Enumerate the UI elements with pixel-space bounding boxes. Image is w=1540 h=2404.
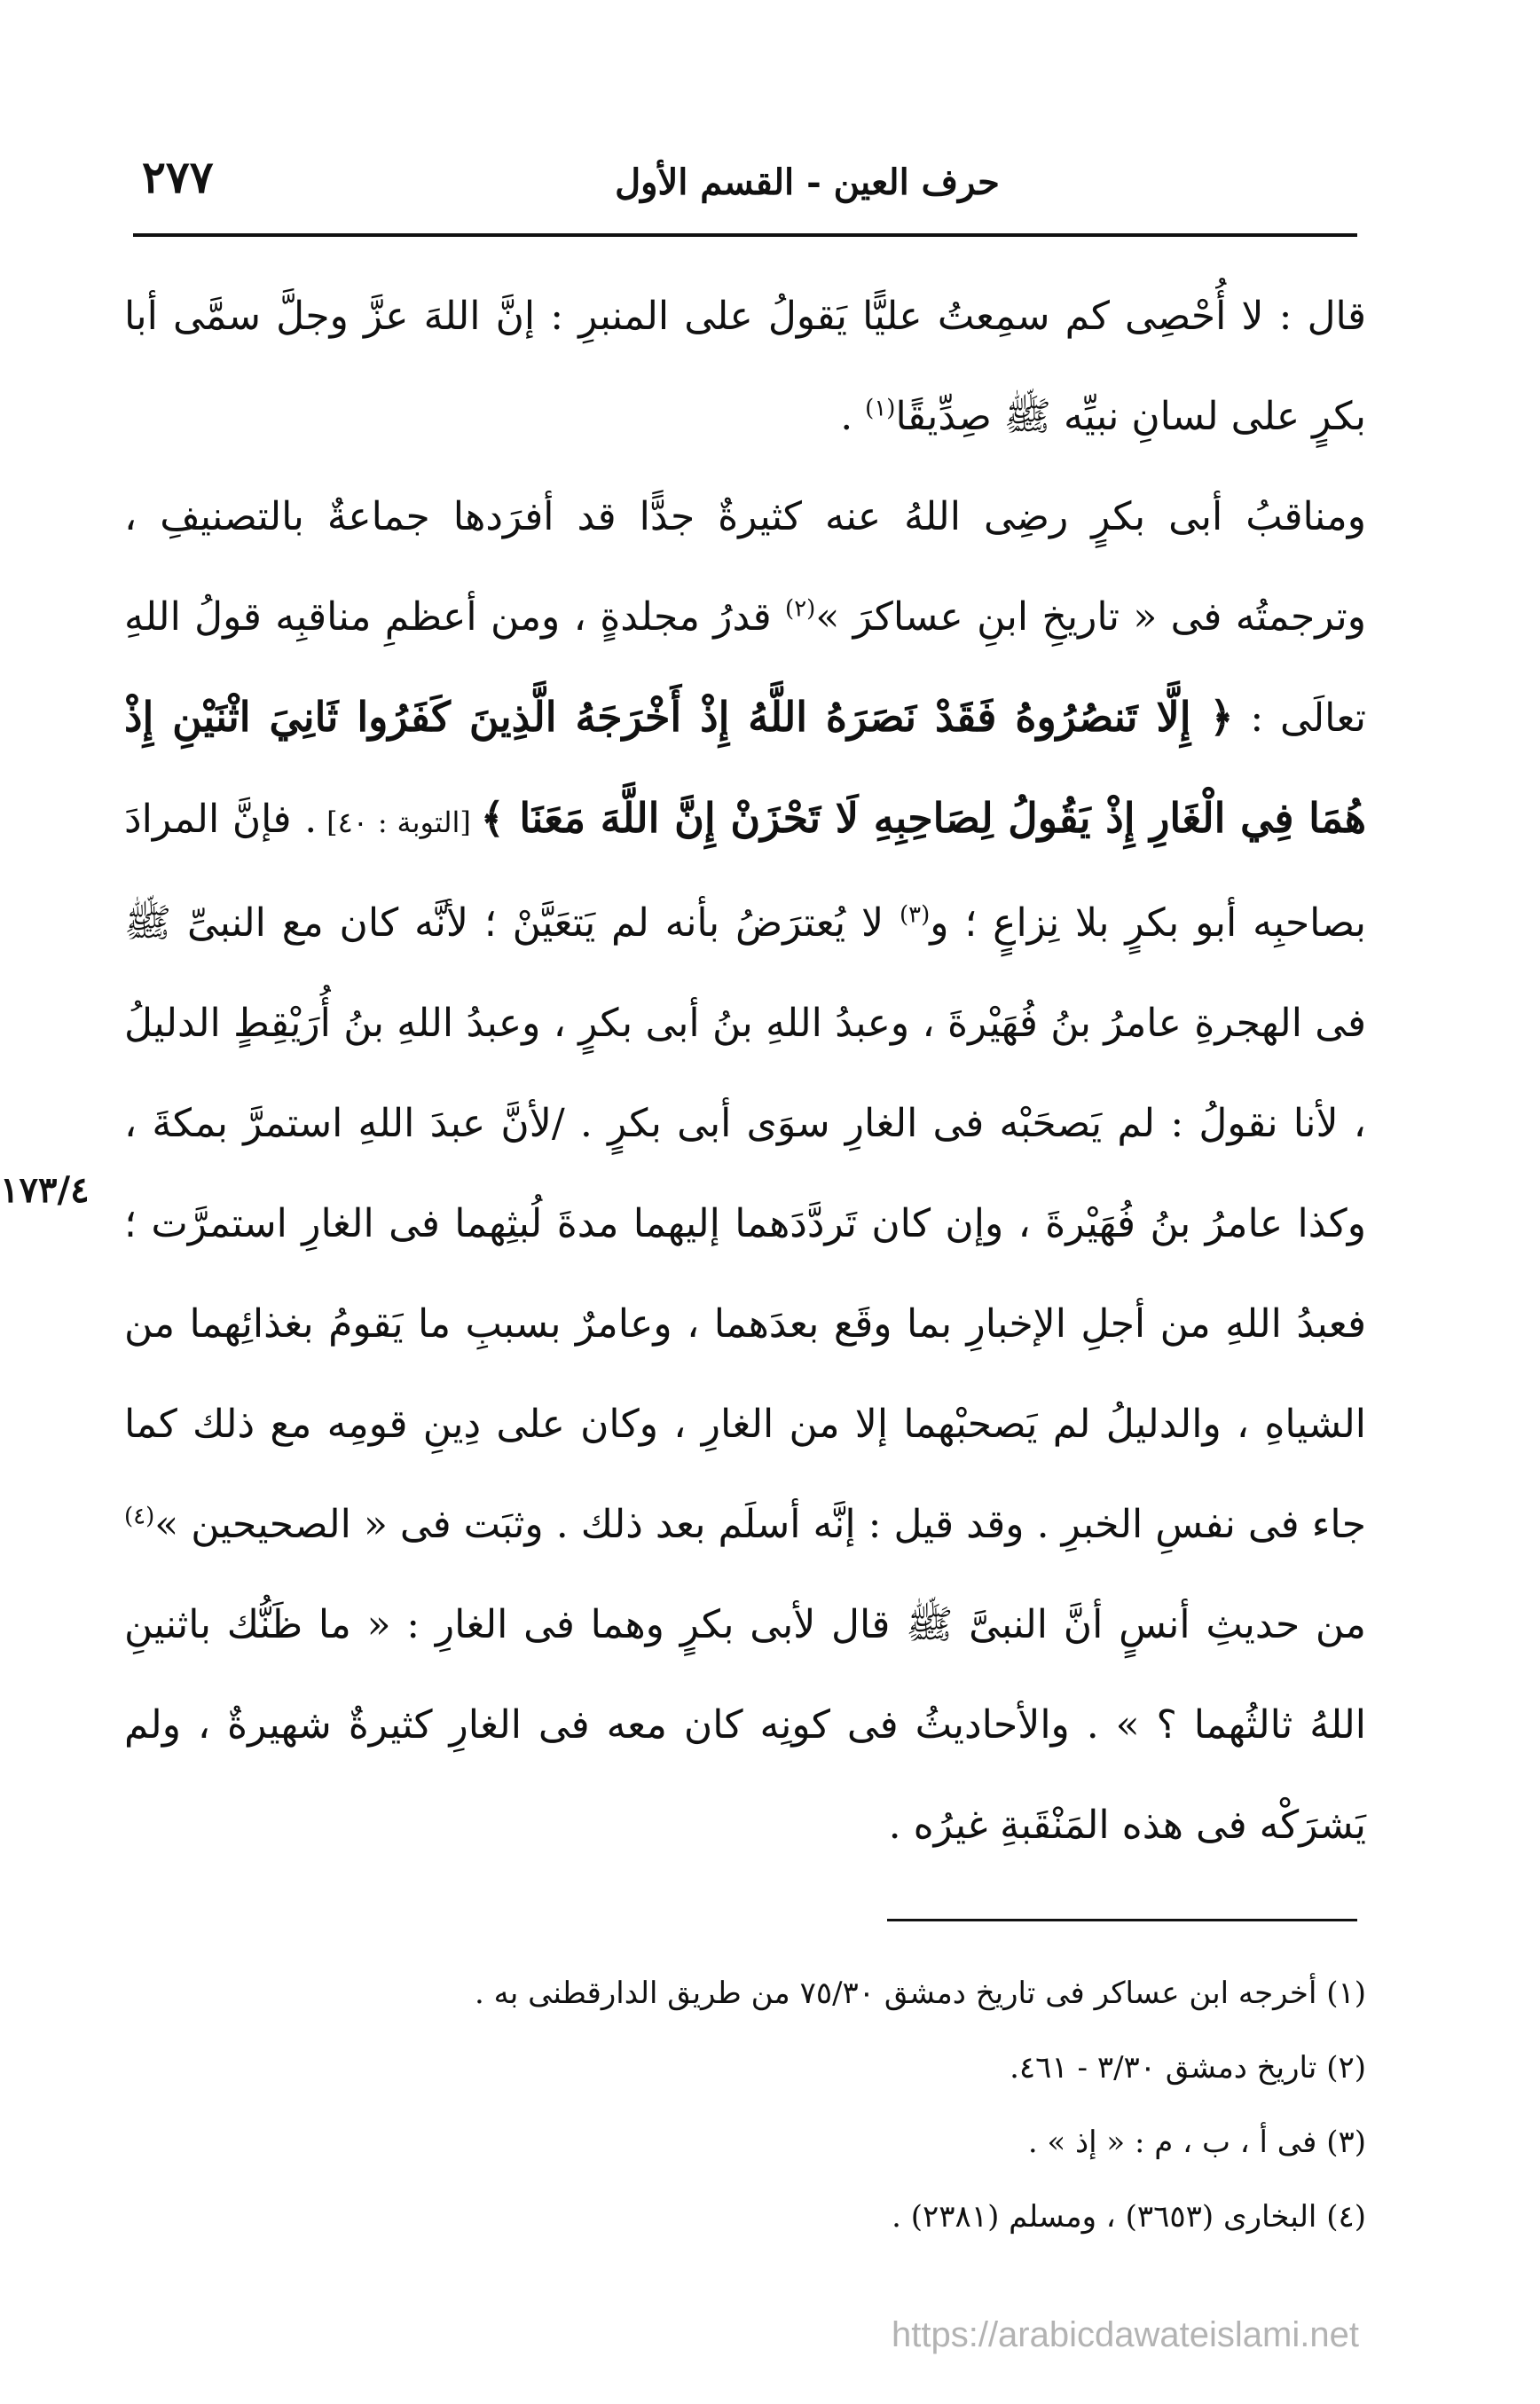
footnote-ref-4[interactable]: (٤)	[124, 1503, 155, 1530]
header-rule	[133, 233, 1357, 237]
footnote-4: (٤) البخارى (٣٦٥٣) ، ومسلم (٢٣٨١) .	[892, 2199, 1366, 2235]
para1-text: قال : لا أُحْصِى كم سمِعتُ عليًّا يَقولُ على المنبرِ : إنَّ اللهَ عزَّ وجلَّ سمَّى أبا بكرٍ على لسانِ نبيِّه ﷺ صِدِّيقًا	[124, 294, 1366, 439]
paragraph-1	[124, 266, 1366, 467]
body-text	[124, 266, 1366, 1875]
page-header	[133, 142, 1357, 222]
para2-text-d: لا يُعترَضُ بأنه لم يَتعَيَّنْ ؛ لأنَّه كان مع النبىِّ ﷺ فى الهجرةِ عامرُ بنُ فُهَيْرةَ ، وعبدُ اللهِ بنُ أبى بكرٍ ، وعبدُ اللهِ بنُ أُرَيْقِطٍ الدليلُ ، لأنا نقولُ : لم يَصحَبْه فى الغارِ سوَى أبى بكرٍ . /لأنَّ عبدَ اللهِ استمرَّ بمكةَ ، وكذا عامرُ بنُ فُهَيْرةَ ، وإن كان تَردَّدَهما إليهما مدةَ لُبثِهما فى الغارِ استمرَّت ؛ فعبدُ اللهِ من أجلِ الإخبارِ بما وقَع بعدَهما ، وعامرٌ بسببِ ما يَقومُ بغذائِهما من الشياهِ ، والدليلُ لم يَصحبْهما إلا من الغارِ ، وكان على دِينِ قومِه مع ذلك كما جاء فى نفسِ الخبرِ . وقد قيل : إنَّه أسلَم بعد ذلك . وثبَت فى « الصحيحين »	[124, 900, 1367, 1547]
para2-text-a: ومناقبُ أبى بكرٍ رضِى اللهُ عنه كثيرةٌ جدًّا قد أفرَدها جماعةٌ بالتصنيفِ ، وترجمتُه فى « تاريخِ ابنِ عساكرَ »	[124, 494, 1367, 640]
para2-text-e: من حديثِ أنسٍ أنَّ النبىَّ ﷺ قال لأبى بكرٍ وهما فى الغارِ : « ما ظَنُّك باثنينِ اللهُ ثالثُهما ؟ » . والأحاديثُ فى كونِه كان معه فى الغارِ كثيرةٌ شهيرةٌ ، ولم يَشرَكْه فى هذه المَنْقَبةِ غيرُه .	[124, 1602, 1366, 1848]
footnote-rule	[887, 1919, 1357, 1921]
footnote-ref-3[interactable]: (٣)	[899, 901, 931, 929]
running-title: حرف العين - القسم الأول	[615, 161, 1000, 203]
footnote-ref-2[interactable]: (٢)	[785, 595, 816, 623]
quran-reference: [التوبة : ٤٠]	[317, 805, 481, 839]
footnote-ref-1[interactable]: (١)	[865, 395, 896, 422]
footnotes	[133, 1956, 1366, 2254]
para2-text-c: . فإنَّ المرادَ بصاحبِه أبو بكرٍ بلا نِزاعٍ ؛ و	[124, 797, 1366, 946]
paragraph-2	[124, 467, 1366, 1875]
quran-verse: ﴿ إِلَّا تَنصُرُوهُ فَقَدْ نَصَرَهُ اللَّهُ إِذْ أَخْرَجَهُ الَّذِينَ كَفَرُوا ثَانِيَ اثْنَيْنِ إِذْ هُمَا فِي الْغَارِ إِذْ يَقُولُ لِصَاحِبِهِ لَا تَحْزَنْ إِنَّ اللَّهَ مَعَنَا ﴾	[124, 693, 1367, 842]
watermark-url: https://arabicdawateislami.net	[892, 2315, 1359, 2354]
para2-text-b: قدرُ مجلدةٍ ، ومن أعظمِ مناقبِه قولُ اللهِ تعالَى :	[124, 594, 1366, 741]
footnote-2: (٢) تاريخ دمشق ٣/٣٠ - ٤٦١.	[1010, 2050, 1366, 2086]
footnote-3: (٣) فى أ ، ب ، م : « إذ » .	[1027, 2125, 1366, 2160]
page-number: ٢٧٧	[142, 151, 214, 203]
margin-volume-page-note: ١٧٣/٤	[0, 1169, 90, 1211]
footnote-1: (١) أخرجه ابن عساكر فى تاريخ دمشق ٧٥/٣٠ من طريق الدارقطنى به .	[475, 1976, 1366, 2011]
para1-end: .	[840, 394, 866, 439]
